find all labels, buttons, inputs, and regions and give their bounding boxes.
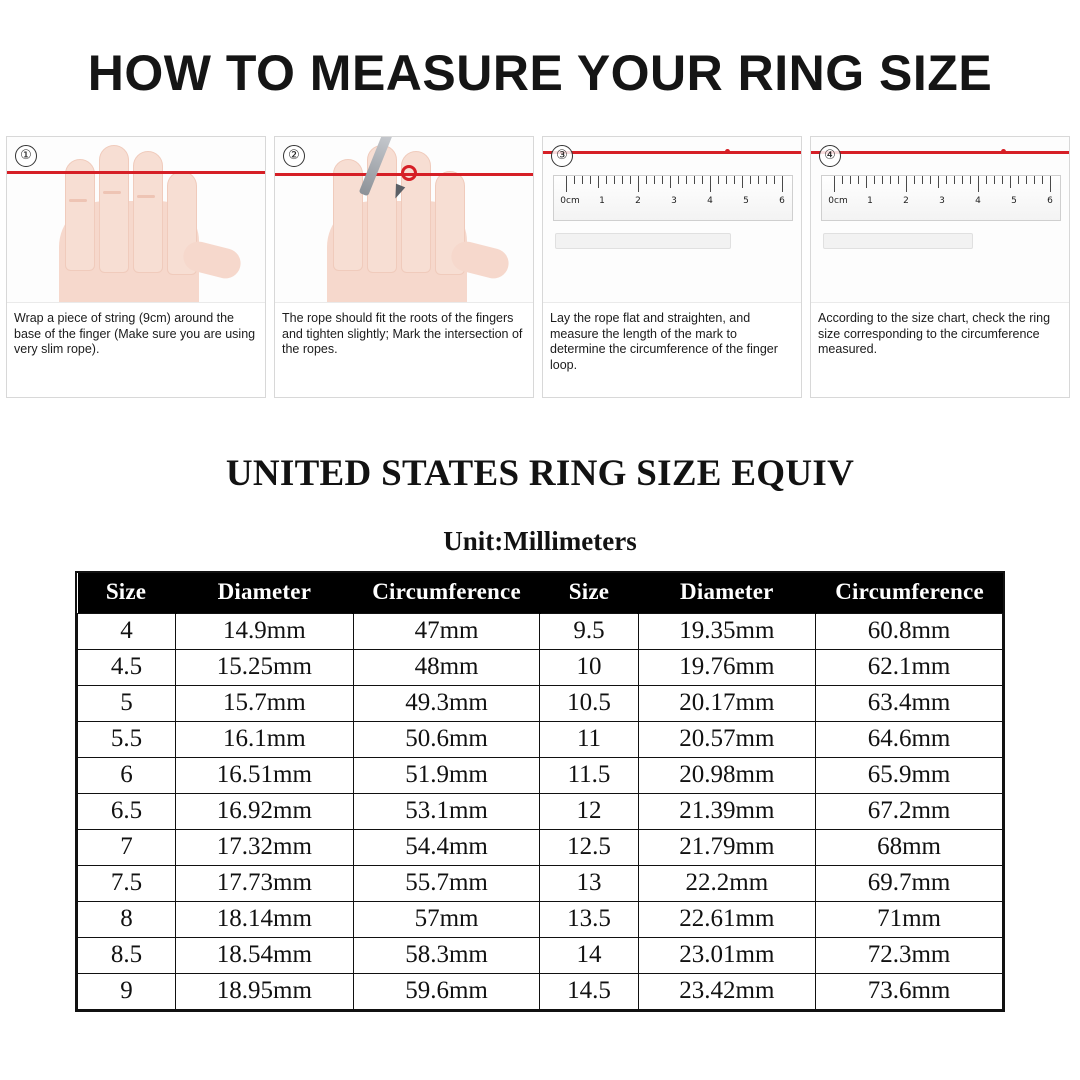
table-cell: 8 xyxy=(78,901,176,937)
table-cell: 4.5 xyxy=(78,649,176,685)
chart-subtitle: Unit:Millimeters xyxy=(443,525,637,556)
string-knot-mark xyxy=(401,165,417,181)
table-cell: 7 xyxy=(78,829,176,865)
table-cell: 57mm xyxy=(353,901,540,937)
ruler-label: 4 xyxy=(707,196,713,206)
ruler-label: 6 xyxy=(1047,196,1053,206)
table-cell: 17.32mm xyxy=(176,829,354,865)
ruler-ticks xyxy=(554,176,792,196)
table-cell: 53.1mm xyxy=(353,793,540,829)
ruler-label: 0cm xyxy=(828,196,848,206)
knuckle-line xyxy=(69,199,87,202)
ruler-label: 3 xyxy=(939,196,945,206)
ruler-label: 1 xyxy=(599,196,605,206)
table-cell: 22.61mm xyxy=(638,901,816,937)
table-cell: 20.17mm xyxy=(638,685,816,721)
table-cell: 59.6mm xyxy=(353,973,540,1009)
table-cell: 49.3mm xyxy=(353,685,540,721)
table-cell: 13.5 xyxy=(540,901,638,937)
table-cell: 13 xyxy=(540,865,638,901)
table-cell: 18.54mm xyxy=(176,937,354,973)
step-number-badge: ② xyxy=(283,145,305,167)
step-1-caption: Wrap a piece of string (9cm) around the base of the finger (Make sure you are using very slim rope). xyxy=(14,311,256,356)
table-row xyxy=(78,793,1003,829)
ruler-4 xyxy=(821,175,1061,221)
table-row xyxy=(78,829,1003,865)
header-size-right: Size xyxy=(540,573,638,614)
header-circumference-right: Circumference xyxy=(816,573,1003,614)
table-cell: 4 xyxy=(78,613,176,649)
table-cell: 18.95mm xyxy=(176,973,354,1009)
ruler-label: 2 xyxy=(635,196,641,206)
table-cell: 62.1mm xyxy=(816,649,1003,685)
table-cell: 15.25mm xyxy=(176,649,354,685)
table-cell: 55.7mm xyxy=(353,865,540,901)
knuckle-line xyxy=(103,191,121,194)
step-1-illustration xyxy=(7,137,265,303)
rope-strip xyxy=(555,233,731,249)
table-cell: 51.9mm xyxy=(353,757,540,793)
rope-strip xyxy=(823,233,973,249)
step-number-badge: ④ xyxy=(819,145,841,167)
table-body xyxy=(78,613,1003,1009)
step-card-1 xyxy=(6,136,266,398)
step-card-4 xyxy=(810,136,1070,398)
step-2-caption: The rope should fit the roots of the fingers and tighten slightly; Mark the intersection of the ropes. xyxy=(282,311,523,356)
table-cell: 50.6mm xyxy=(353,721,540,757)
ruler-label: 2 xyxy=(903,196,909,206)
table-row xyxy=(78,721,1003,757)
table-cell: 14 xyxy=(540,937,638,973)
chart-title: UNITED STATES RING SIZE EQUIV xyxy=(225,453,855,494)
table-cell: 23.01mm xyxy=(638,937,816,973)
table-cell: 20.98mm xyxy=(638,757,816,793)
hand-illustration-2 xyxy=(275,137,533,302)
finger-middle xyxy=(99,145,129,273)
table-cell: 10.5 xyxy=(540,685,638,721)
table-row xyxy=(78,649,1003,685)
table-cell: 18.14mm xyxy=(176,901,354,937)
table-cell: 12.5 xyxy=(540,829,638,865)
step-card-3 xyxy=(542,136,802,398)
table-cell: 9 xyxy=(78,973,176,1009)
table-cell: 65.9mm xyxy=(816,757,1003,793)
table-row xyxy=(78,901,1003,937)
table-cell: 58.3mm xyxy=(353,937,540,973)
step-3-illustration xyxy=(543,137,801,303)
measure-mark-dot xyxy=(725,149,730,154)
table-row xyxy=(78,973,1003,1009)
table-cell: 54.4mm xyxy=(353,829,540,865)
ruler-label: 6 xyxy=(779,196,785,206)
header-diameter-left: Diameter xyxy=(176,573,354,614)
finger-ring xyxy=(133,151,163,273)
table-cell: 11.5 xyxy=(540,757,638,793)
ruler-label: 1 xyxy=(867,196,873,206)
ruler-label: 5 xyxy=(743,196,749,206)
steps-row xyxy=(0,136,1080,398)
ruler-3 xyxy=(553,175,793,221)
table-cell: 15.7mm xyxy=(176,685,354,721)
table-row xyxy=(78,937,1003,973)
step-number-badge: ① xyxy=(15,145,37,167)
ruler-labels xyxy=(554,196,792,212)
table-row xyxy=(78,757,1003,793)
table-row xyxy=(78,613,1003,649)
table-cell: 22.2mm xyxy=(638,865,816,901)
table-row xyxy=(78,865,1003,901)
step-4-illustration xyxy=(811,137,1069,303)
table-cell: 7.5 xyxy=(78,865,176,901)
table-cell: 19.35mm xyxy=(638,613,816,649)
header-diameter-right: Diameter xyxy=(638,573,816,614)
table-cell: 69.7mm xyxy=(816,865,1003,901)
table-cell: 6.5 xyxy=(78,793,176,829)
knuckle-line xyxy=(137,195,155,198)
table-header-row xyxy=(78,573,1003,614)
finger-index xyxy=(333,159,363,271)
table-cell: 16.51mm xyxy=(176,757,354,793)
table-cell: 21.39mm xyxy=(638,793,816,829)
ring-size-table xyxy=(77,573,1003,1010)
table-cell: 8.5 xyxy=(78,937,176,973)
table-cell: 63.4mm xyxy=(816,685,1003,721)
table-cell: 23.42mm xyxy=(638,973,816,1009)
table-cell: 9.5 xyxy=(540,613,638,649)
ruler-label: 3 xyxy=(671,196,677,206)
step-card-2 xyxy=(274,136,534,398)
table-cell: 48mm xyxy=(353,649,540,685)
table-row xyxy=(78,685,1003,721)
table-cell: 16.92mm xyxy=(176,793,354,829)
table-cell: 14.9mm xyxy=(176,613,354,649)
table-cell: 71mm xyxy=(816,901,1003,937)
table-cell: 73.6mm xyxy=(816,973,1003,1009)
table-cell: 5.5 xyxy=(78,721,176,757)
hand-illustration-1 xyxy=(7,137,265,302)
red-string xyxy=(811,151,1069,154)
ruler-labels xyxy=(822,196,1060,212)
ruler-label: 4 xyxy=(975,196,981,206)
table-cell: 72.3mm xyxy=(816,937,1003,973)
table-cell: 12 xyxy=(540,793,638,829)
ring-size-table-wrapper xyxy=(75,571,1005,1012)
table-cell: 68mm xyxy=(816,829,1003,865)
measure-mark-dot xyxy=(1001,149,1006,154)
header-size-left: Size xyxy=(78,573,176,614)
ruler-label: 5 xyxy=(1011,196,1017,206)
red-string xyxy=(543,151,801,154)
table-cell: 47mm xyxy=(353,613,540,649)
red-string xyxy=(7,171,265,174)
table-head xyxy=(78,573,1003,614)
table-cell: 67.2mm xyxy=(816,793,1003,829)
table-cell: 64.6mm xyxy=(816,721,1003,757)
ruler-ticks xyxy=(822,176,1060,196)
table-cell: 10 xyxy=(540,649,638,685)
step-4-caption: According to the size chart, check the ring size corresponding to the circumference measured. xyxy=(818,311,1051,356)
ruler-label: 0cm xyxy=(560,196,580,206)
table-cell: 11 xyxy=(540,721,638,757)
finger-index xyxy=(65,159,95,271)
table-cell: 20.57mm xyxy=(638,721,816,757)
table-cell: 21.79mm xyxy=(638,829,816,865)
step-2-illustration xyxy=(275,137,533,303)
table-cell: 17.73mm xyxy=(176,865,354,901)
table-cell: 60.8mm xyxy=(816,613,1003,649)
table-cell: 14.5 xyxy=(540,973,638,1009)
table-cell: 6 xyxy=(78,757,176,793)
table-cell: 5 xyxy=(78,685,176,721)
step-number-badge: ③ xyxy=(551,145,573,167)
step-3-caption: Lay the rope flat and straighten, and measure the length of the mark to determine the circumference of the finger loop. xyxy=(550,311,778,372)
table-cell: 16.1mm xyxy=(176,721,354,757)
table-cell: 19.76mm xyxy=(638,649,816,685)
page-title: HOW TO MEASURE YOUR RING SIZE xyxy=(87,45,993,101)
header-circumference-left: Circumference xyxy=(353,573,540,614)
